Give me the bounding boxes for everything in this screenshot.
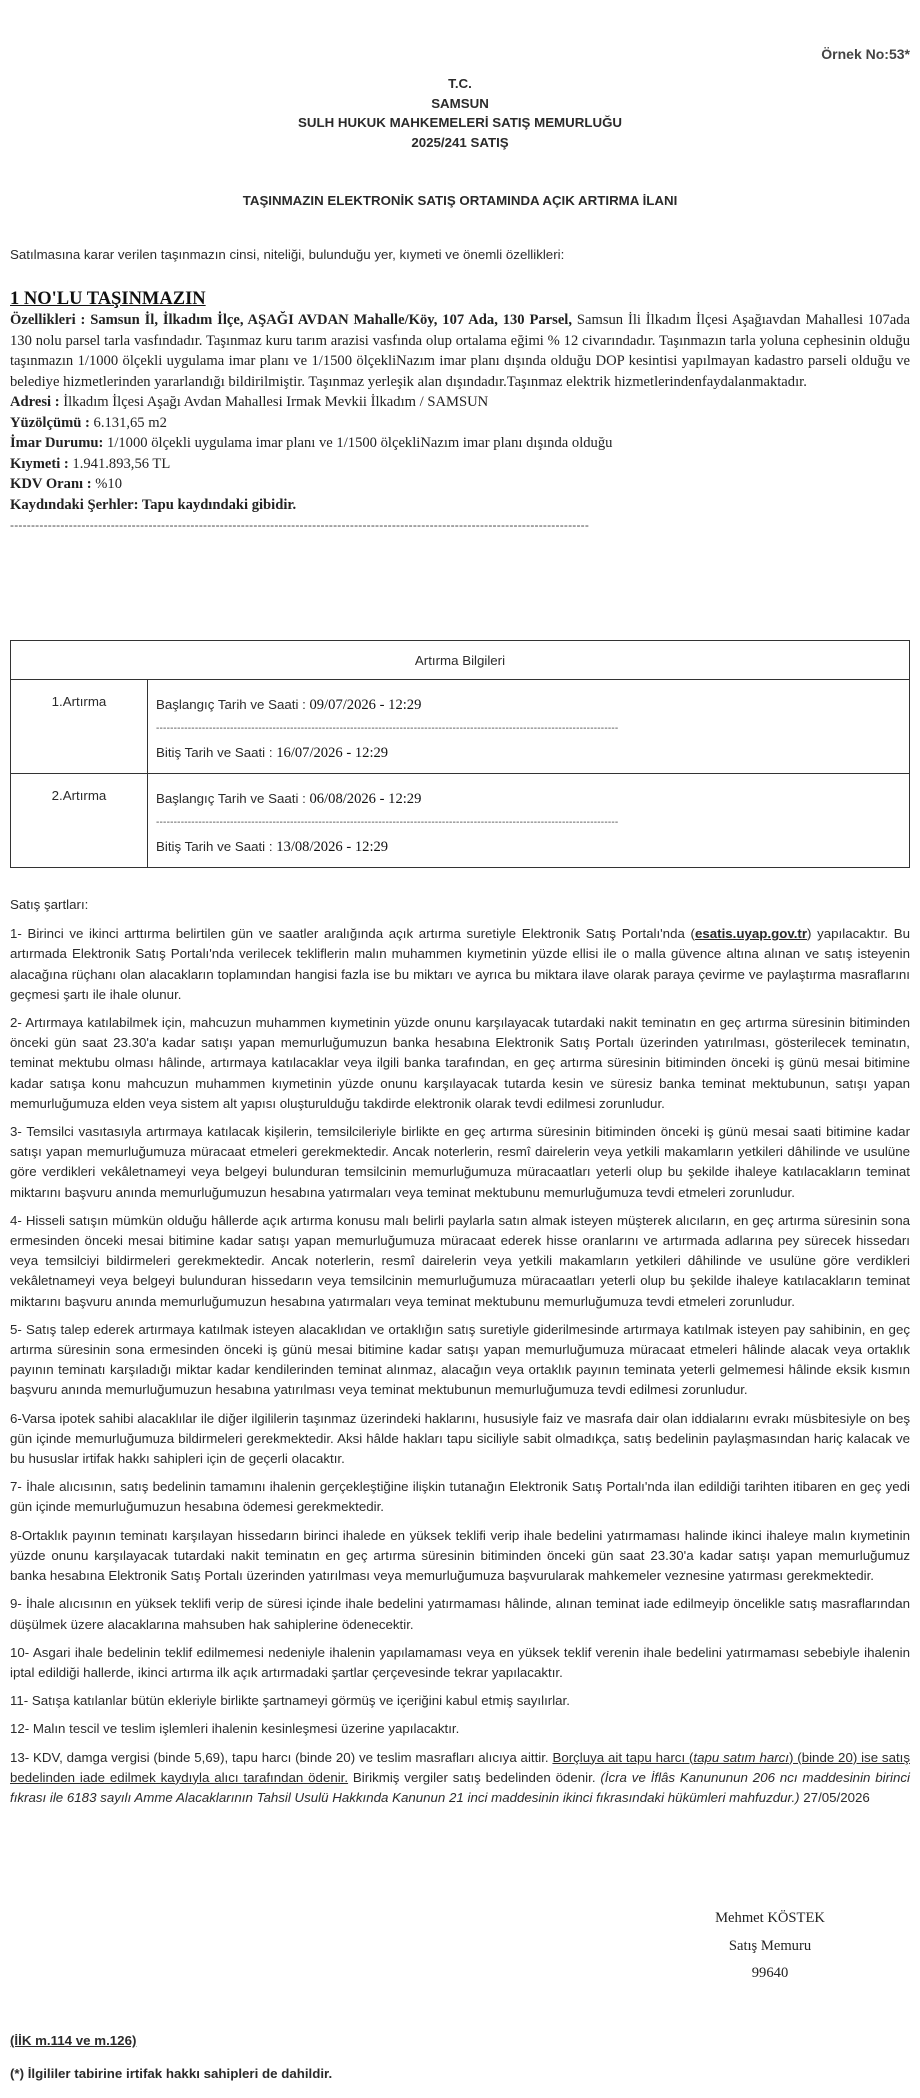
property-address-label: Adresi : xyxy=(10,394,60,410)
property-area-label: Yüzölçümü : xyxy=(10,414,90,431)
footnote-note: (*) İlgililer tabirine irtifak hakkı sahipleri de dahildir. xyxy=(10,2066,333,2081)
property-zoning xyxy=(10,433,910,454)
condition-1 xyxy=(10,924,910,1005)
auction-start-value: 06/08/2026 - 12:29 xyxy=(309,791,422,807)
property-annotations-text: Kaydındaki Şerhler: Tapu kaydındaki gibidir. xyxy=(10,496,297,513)
property-vat-label: KDV Oranı : xyxy=(10,476,92,492)
property-address xyxy=(10,392,910,413)
auction-start-label: Başlangıç Tarih ve Saati : xyxy=(156,697,310,712)
auction-row-dates xyxy=(148,680,910,774)
condition-4: 4- Hisseli satışın mümkün olduğu hâllerde açık artırma konusu malı belirli paylarla satın almak isteyen müşterek alıcıların, en geç artırma süresinin sona ermesinden önceki mesai bitimine kadar satışı yapan memurluğumuza müracaat ederek hisse oranlarını ve artırmada adlarına pey sürecek hissedarı veya temsilciyi bildirmeleri gerekmektedir. Ancak noterlerin, resmî dairelerin veya yetkili makamların yetkileri dâhilinde ve usulüne göre verdikleri vekâletnameyi veya belgeyi bulunduran hissedarın veya temsilcinin memurluğumuza müracaatları yeterli olup bu şekilde ihaleye katılacakların teminat miktarını başvuru anında memurluğumuzun hesabına yatırmaları veya teminat mektubunu memurluğumuza tevdi etmeleri zorunludur. xyxy=(10,1212,910,1309)
condition-13-text-b: Birikmiş vergiler satış bedelinden ödenir. xyxy=(348,1769,601,1785)
signature-block xyxy=(620,1905,920,1988)
property-zoning-value: 1/1000 ölçekli uygulama imar planı ve 1/1500 ölçekliNazım imar planı dışında olduğu xyxy=(103,435,613,451)
auction-start xyxy=(156,779,901,819)
property-value-amount: 1.941.893,56 TL xyxy=(68,455,171,472)
auction-end-value: 13/08/2026 - 12:29 xyxy=(276,839,389,855)
property-vat xyxy=(10,474,910,495)
condition-13-underlined-a: Borçluya ait tapu harcı ( xyxy=(552,1749,694,1765)
condition-10: 10- Asgari ihale bedelinin teklif edilmemesi nedeniyle ihalenin yapılamaması veya en yüksek teklif verenin ihale bedelini yatırmaması sebebiyle ihalenin iptal edildiği hallerde, ikinci artırma ilk açık artırmadaki şartlar çerçevesinde tekrar yapılacaktır. xyxy=(10,1644,910,1680)
condition-3: 3- Temsilci vasıtasıyla artırmaya katılacak kişilerin, temsilcileriyle birlikte en geç artırma süresinin bitiminden önceki iş günü mesai saati bitimine kadar satışı yapan memurluğumuza müracaat etmeleri gerekmektedir. Ancak noterlerin, resmî dairelerin veya yetkili makamların yetkileri dâhilinde ve usulüne göre verdikleri vekâletnameyi veya belgeyi bulunduran temsilcinin memurluğumuza müracaatları yeterli olup bu şekilde ihaleye katılacakların teminat miktarını başvuru anında memurluğumuzun hesabına yatırmaları veya teminat mektubunu memurluğumuza tevdi etmeleri zorunludur. xyxy=(10,1124,910,1200)
auction-separator: ----------------------------------------------------------------------------------------------------------------------------------- xyxy=(156,725,619,733)
condition-1-text-b: ) yapılacaktır. Bu artırmada Elektronik Satış Portalı'nda verilecek tekliflerin malın muhammen kıymetinin yüzde ellisi ile o malla güvence altına alınan ve satış isteyenin alacağına rüçhanı olan alacakların toplamından hangisi fazla ise bu miktarı ve ayrıca bu miktara ilave olarak paraya çevirme ve paylaştırma masraflarını geçmesi şartı ile ihale olunur. xyxy=(10,926,910,1002)
auction-row-label: 1.Artırma xyxy=(11,680,148,774)
header-office: SULH HUKUK MAHKEMELERİ SATIŞ MEMURLUĞU xyxy=(297,115,623,130)
condition-1-text-a: 1- Birinci ve ikinci arttırma belirtilen gün ve saatler aralığında açık artırma suretiyle Elektronik Satış Portalı'nda ( xyxy=(10,926,695,942)
officer-title: Satış Memuru xyxy=(728,1937,812,1954)
header-city: SAMSUN xyxy=(431,95,489,111)
property-zoning-label: İmar Durumu: xyxy=(10,435,104,451)
condition-11: 11- Satışa katılanlar bütün ekleriyle birlikte şartnameyi görmüş ve içeriğini kabul etmiş sayılırlar. xyxy=(10,1693,570,1709)
auction-info-header: Artırma Bilgileri xyxy=(11,641,910,680)
condition-8: 8-Ortaklık payının teminatı karşılayan hissedarın birinci ihalede en yüksek teklifi verip ihale bedelini yatırmaması halinde ikinci ihaleye malın kıymetinin yüzde onunu karşılayacak tutardaki nakit teminatın en geç artırma süresinin bitiminden önceki gün saat 23.30'a kadar satışı yapan memurluğumuz banka hesabına Elektronik Satış Portalı üzerinden yatırılması veya memurluğumuza başvurularak mahkemeler veznesine yatırması gerekmektedir. xyxy=(10,1527,910,1584)
property-features xyxy=(10,310,910,392)
auction-row-dates xyxy=(148,774,910,868)
property-value-label: Kıymeti : xyxy=(10,455,69,472)
condition-13-underlined-b: ) (binde 20) ise satış bedelinden iade edilmek kaydıyla alıcı tarafından ödenir. xyxy=(10,1749,910,1785)
header-file-number: 2025/241 SATIŞ xyxy=(411,134,509,150)
announcement-date: 27/05/2026 xyxy=(799,1789,870,1805)
property-features-text: Samsun İli İlkadım İlçesi Aşağıavdan Mahallesi 107ada 130 nolu parsel tarla vasfındadır. Taşınmaz kuru tarım arazisi vasfında olup ortalama eğimi % 12 civarındadır. Taşınmazın tarla yoluna cephesinin olduğu taşınmazın 1/1000 ölçekli uygulama imar planı ve 1/1500 ölçekliNazım imar planı dışında olduğu DOP kesintisi yapılmayan kadastro parseli olduğu ve belediye hizmetlerinden yararlandığı bildirilmiştir. Taşınmaz yerleşik alan dışındadır.Taşınmaz elektrik hizmetlerindenfaydalanmaktadır. xyxy=(10,312,911,390)
property-area xyxy=(10,413,910,434)
condition-5: 5- Satış talep ederek artırmaya katılmak isteyen alacaklıdan ve ortaklığın satış suretiyle giderilmesinde artırmaya katılmak isteyen pay sahibinin, en geç artırma süresinin sona ermesinden önceki iş günü mesai bitimine kadar satışı yapan memurluğumuza müracaat etmeleri hâlinde alacak veya ortaklık payının teminatı karşıladığı miktar kadar kendilerinden teminat alınmaz, alacağın veya ortaklık payının teminata yeterli gelmemesi hâlinde eksik kısmın başvuru anında memurluğumuzun hesabına yatırılması veya teminat mektubunun memurluğumuza tevdi edilmesi zorunludur. xyxy=(10,1321,910,1398)
auction-row xyxy=(11,680,910,774)
header-tc: T.C. xyxy=(448,76,472,91)
auction-end xyxy=(156,733,901,773)
auction-row xyxy=(11,774,910,868)
property-title: 1 NO'LU TAŞINMAZIN xyxy=(10,289,206,309)
property-value xyxy=(10,454,910,475)
auction-start-value: 09/07/2026 - 12:29 xyxy=(309,697,422,713)
auction-end xyxy=(156,827,901,867)
esatis-link[interactable]: esatis.uyap.gov.tr xyxy=(694,926,808,942)
officer-name: Mehmet KÖSTEK xyxy=(715,1910,825,1926)
auction-end-value: 16/07/2026 - 12:29 xyxy=(276,745,389,761)
property-annotations xyxy=(10,495,910,516)
divider-line: ------------------------------------------------------------------------------------------------------------------------------------------ xyxy=(10,518,590,532)
officer-number: 99640 xyxy=(751,1965,789,1981)
condition-9: 9- İhale alıcısının en yüksek teklifi verip de süresi içinde ihale bedelini yatırmaması hâlinde, alınan teminat iade edilmeyip öncelikle satış masraflarından düşülmek üzere alacaklarına mahsuben hak sahiplerine ödenecektir. xyxy=(10,1596,910,1632)
auction-info-table xyxy=(10,640,910,868)
document-header xyxy=(0,74,920,152)
property-section xyxy=(10,288,910,536)
condition-13-text-a: 13- KDV, damga vergisi (binde 5,69), tapu harcı (binde 20) ve teslim masrafları alıcıya aittir. xyxy=(10,1749,553,1765)
property-vat-value: %10 xyxy=(91,476,123,492)
condition-12: 12- Malın tescil ve teslim işlemleri ihalenin kesinleşmesi üzerine yapılacaktır. xyxy=(10,1721,460,1737)
property-features-label: Özellikleri : Samsun İl, İlkadım İlçe, AŞAĞI AVDAN Mahalle/Köy, 107 Ada, 130 Parsel, xyxy=(10,312,573,328)
announcement-title: TAŞINMAZIN ELEKTRONİK SATIŞ ORTAMINDA AÇIK ARTIRMA İLANI xyxy=(242,193,678,208)
auction-end-label: Bitiş Tarih ve Saati : xyxy=(156,839,277,854)
condition-2: 2- Artırmaya katılabilmek için, mahcuzun muhammen kıymetinin yüzde onunu karşılayacak tutardaki nakit teminatın en geç artırma süresinin bitiminden önceki gün saat 23.30'a kadar satışı yapan memurluğumuzun banka hesabına Elektronik Satış Portalı üzerinden yatırılması, gösterilecek teminatın, teminat mektubu olması hâlinde, artırmaya katılacaklar veya ilgili banka tarafından, en geç artırma süresinin bitiminden önceki iş günü mesai bitimine kadar satışa konu mahcuzun muhammen kıymetinin yüzde onunu karşılayacak tutarda kesin ve süresiz banka teminat mektubunun, satışı yapan memurluğumuza elden veya sistem alt yapısı oluşturulduğu takdirde elektronik olarak tevdi edilmesi zorunludur. xyxy=(10,1015,910,1111)
auction-separator: ----------------------------------------------------------------------------------------------------------------------------------- xyxy=(156,819,619,827)
condition-7: 7- İhale alıcısının, satış bedelinin tamamını ihalenin gerçekleştiğine ilişkin tutanağın Elektronik Satış Portalı'nda ilan edildiği tarihten itibaren en geç yedi gün içinde memurluğumuzun hesabına ödemesi gerekmektedir. xyxy=(10,1479,910,1515)
conditions-title: Satış şartları: xyxy=(10,897,89,912)
auction-row-label: 2.Artırma xyxy=(11,774,148,868)
condition-13-underlined-italic: tapu satım harcı xyxy=(693,1749,790,1765)
auction-start xyxy=(156,685,901,725)
condition-13-law-note: (İcra ve İflâs Kanununun 206 ncı maddesinin birinci fıkrası ile 6183 sayılı Amme Alacaklarının Tahsil Usulü Hakkında Kanunun 21 inci maddesinin ikinci fıkrasındaki hükümleri mahfuzdur.) xyxy=(10,1769,910,1805)
auction-start-label: Başlangıç Tarih ve Saati : xyxy=(156,791,310,806)
example-number: Örnek No:53* xyxy=(821,46,910,62)
law-reference: (İİK m.114 ve m.126) xyxy=(10,2033,137,2048)
intro-text: Satılmasına karar verilen taşınmazın cinsi, niteliği, bulunduğu yer, kıymeti ve önemli özellikleri: xyxy=(10,247,565,262)
property-address-value: İlkadım İlçesi Aşağı Avdan Mahallesi Irmak Mevkii İlkadım / SAMSUN xyxy=(59,394,489,410)
auction-end-label: Bitiş Tarih ve Saati : xyxy=(156,745,277,760)
condition-6: 6-Varsa ipotek sahibi alacaklılar ile diğer ilgililerin taşınmaz üzerindeki haklarını, hususiyle faiz ve masrafa dair olan iddialarını evrakı müsbitesiyle on beş gün içinde memurluğumuza bildirmeleri gerekmektedir. Aksi hâlde hakları tapu siciliyle sabit olmadıkça, satış bedelinin paylaşmasından hariç kalacak ve bu hususlar irtifak hakkı sahipleri için de geçerli olacaktır. xyxy=(10,1410,910,1467)
condition-13 xyxy=(10,1748,910,1809)
sale-conditions xyxy=(10,895,910,1816)
property-area-value: 6.131,65 m2 xyxy=(89,414,167,431)
